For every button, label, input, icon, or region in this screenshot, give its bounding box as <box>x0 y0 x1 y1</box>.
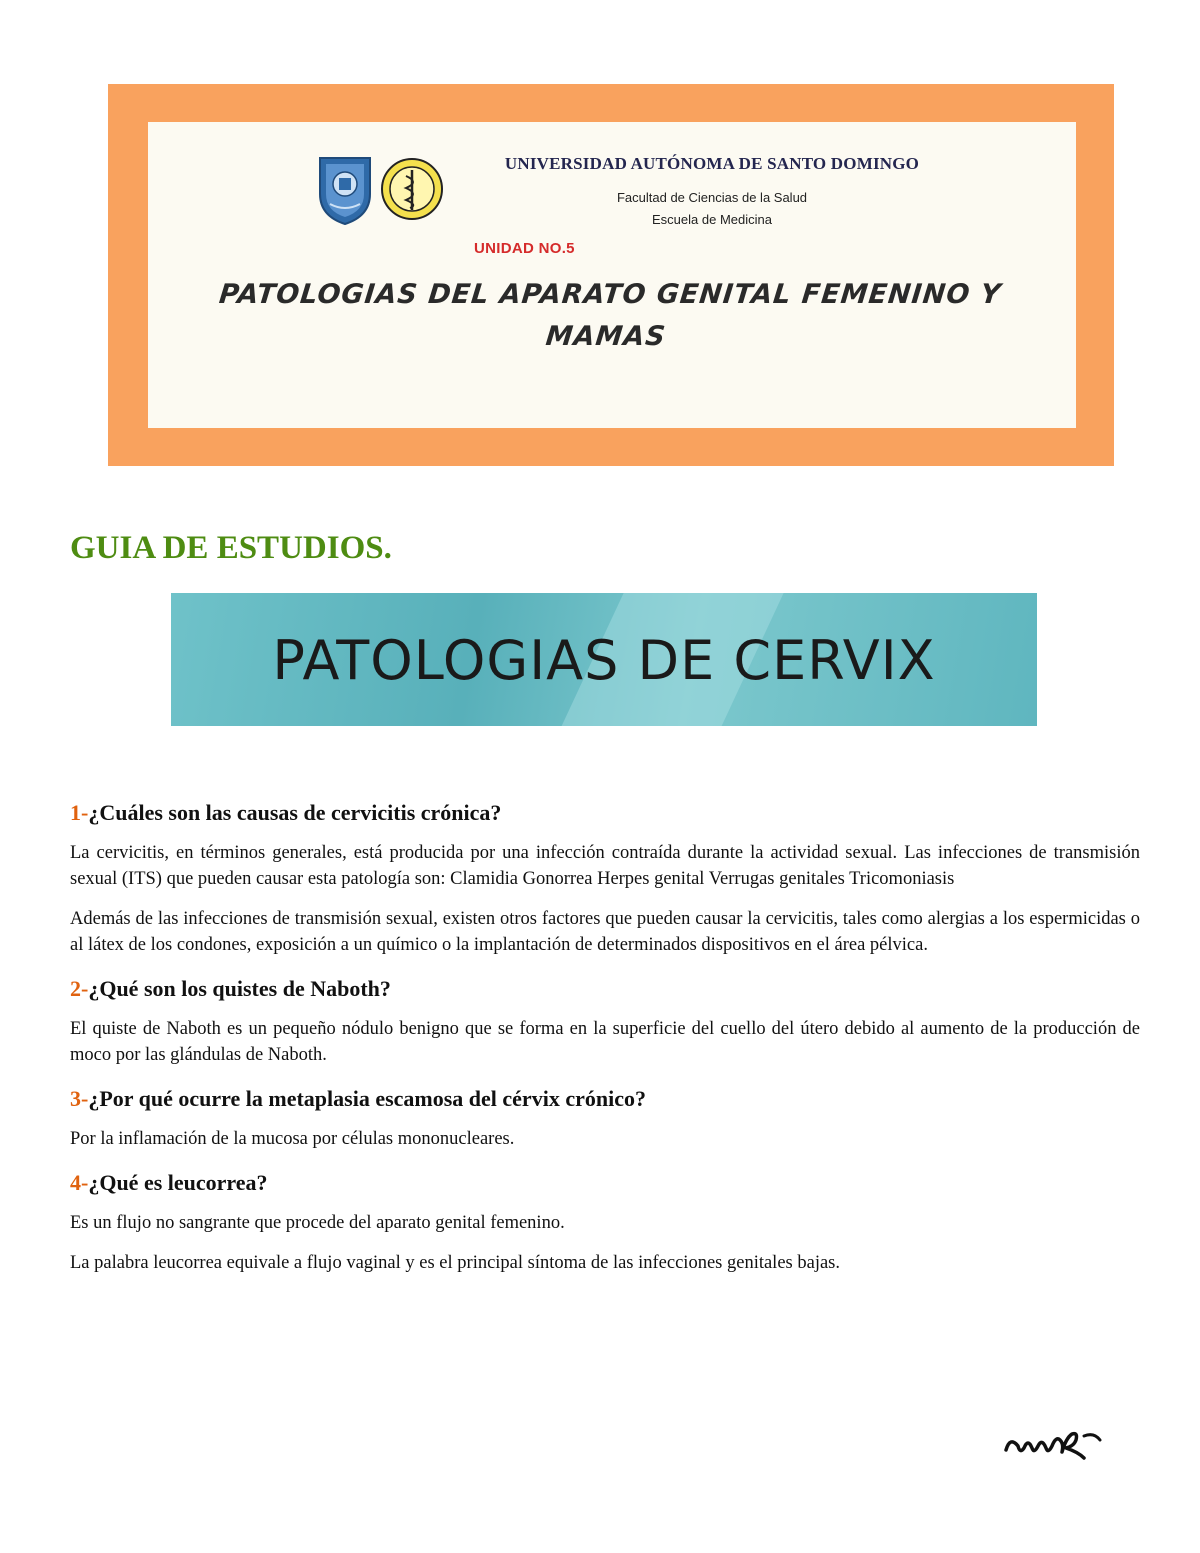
question-text: ¿Qué es leucorrea? <box>88 1170 268 1195</box>
answer-paragraph: El quiste de Naboth es un pequeño nódulo benigno que se forma en la superficie del cuello del útero debido al aumento de la producción de moco por las glándulas de Naboth. <box>70 1019 1140 1065</box>
answer-paragraph: La palabra leucorrea equivale a flujo vaginal y es el principal síntoma de las infecciones genitales bajas. <box>70 1253 840 1273</box>
question-text: ¿Cuáles son las causas de cervicitis crónica? <box>88 800 502 825</box>
university-seal-icon <box>316 154 374 226</box>
question-heading <box>70 1170 1140 1196</box>
medicine-school-seal-icon <box>380 152 444 226</box>
question-number: 3- <box>70 1086 89 1111</box>
school-name: Escuela de Medicina <box>652 212 772 227</box>
topic-banner <box>171 593 1037 726</box>
question-heading <box>70 976 1140 1002</box>
author-signature <box>1000 1418 1110 1468</box>
answer-paragraph: Por la inflamación de la mucosa por células mononucleares. <box>70 1129 515 1149</box>
header-card <box>148 122 1076 428</box>
answer-paragraph: Es un flujo no sangrante que procede del aparato genital femenino. <box>70 1213 565 1233</box>
university-name: UNIVERSIDAD AUTÓNOMA DE SANTO DOMINGO <box>504 154 920 173</box>
question-heading <box>70 1086 1140 1112</box>
faculty-name: Facultad de Ciencias de la Salud <box>616 190 808 205</box>
unit-label: UNIDAD NO.5 <box>474 240 575 257</box>
header-frame <box>108 84 1114 466</box>
question-heading <box>70 800 1140 826</box>
answer-paragraph: Además de las infecciones de transmisión sexual, existen otros factores que pueden causar la cervicitis, tales como alergias a los espermicidas o al látex de los condones, exposición a un químico o la implantación de determinados dispositivos en el área pélvica. <box>70 909 1140 955</box>
document-title: PATOLOGIAS DEL APARATO GENITAL FEMENINO Y MAMAS <box>217 279 1003 352</box>
question-number: 1- <box>70 800 89 825</box>
banner-title: PATOLOGIAS DE CERVIX <box>272 629 936 692</box>
question-number: 4- <box>70 1170 89 1195</box>
study-guide-heading: GUIA DE ESTUDIOS. <box>70 530 392 566</box>
answer-paragraph: La cervicitis, en términos generales, está producida por una infección contraída durante la actividad sexual. Las infecciones de transmisión sexual (ITS) que pueden causar esta patología son: Clamidia Gonorrea Herpes genital Verrugas genitales Tricomoniasis <box>70 843 1140 889</box>
question-text: ¿Por qué ocurre la metaplasia escamosa del cérvix crónico? <box>88 1086 646 1111</box>
question-text: ¿Qué son los quistes de Naboth? <box>88 976 391 1001</box>
questions-section <box>70 800 1140 1290</box>
question-number: 2- <box>70 976 89 1001</box>
